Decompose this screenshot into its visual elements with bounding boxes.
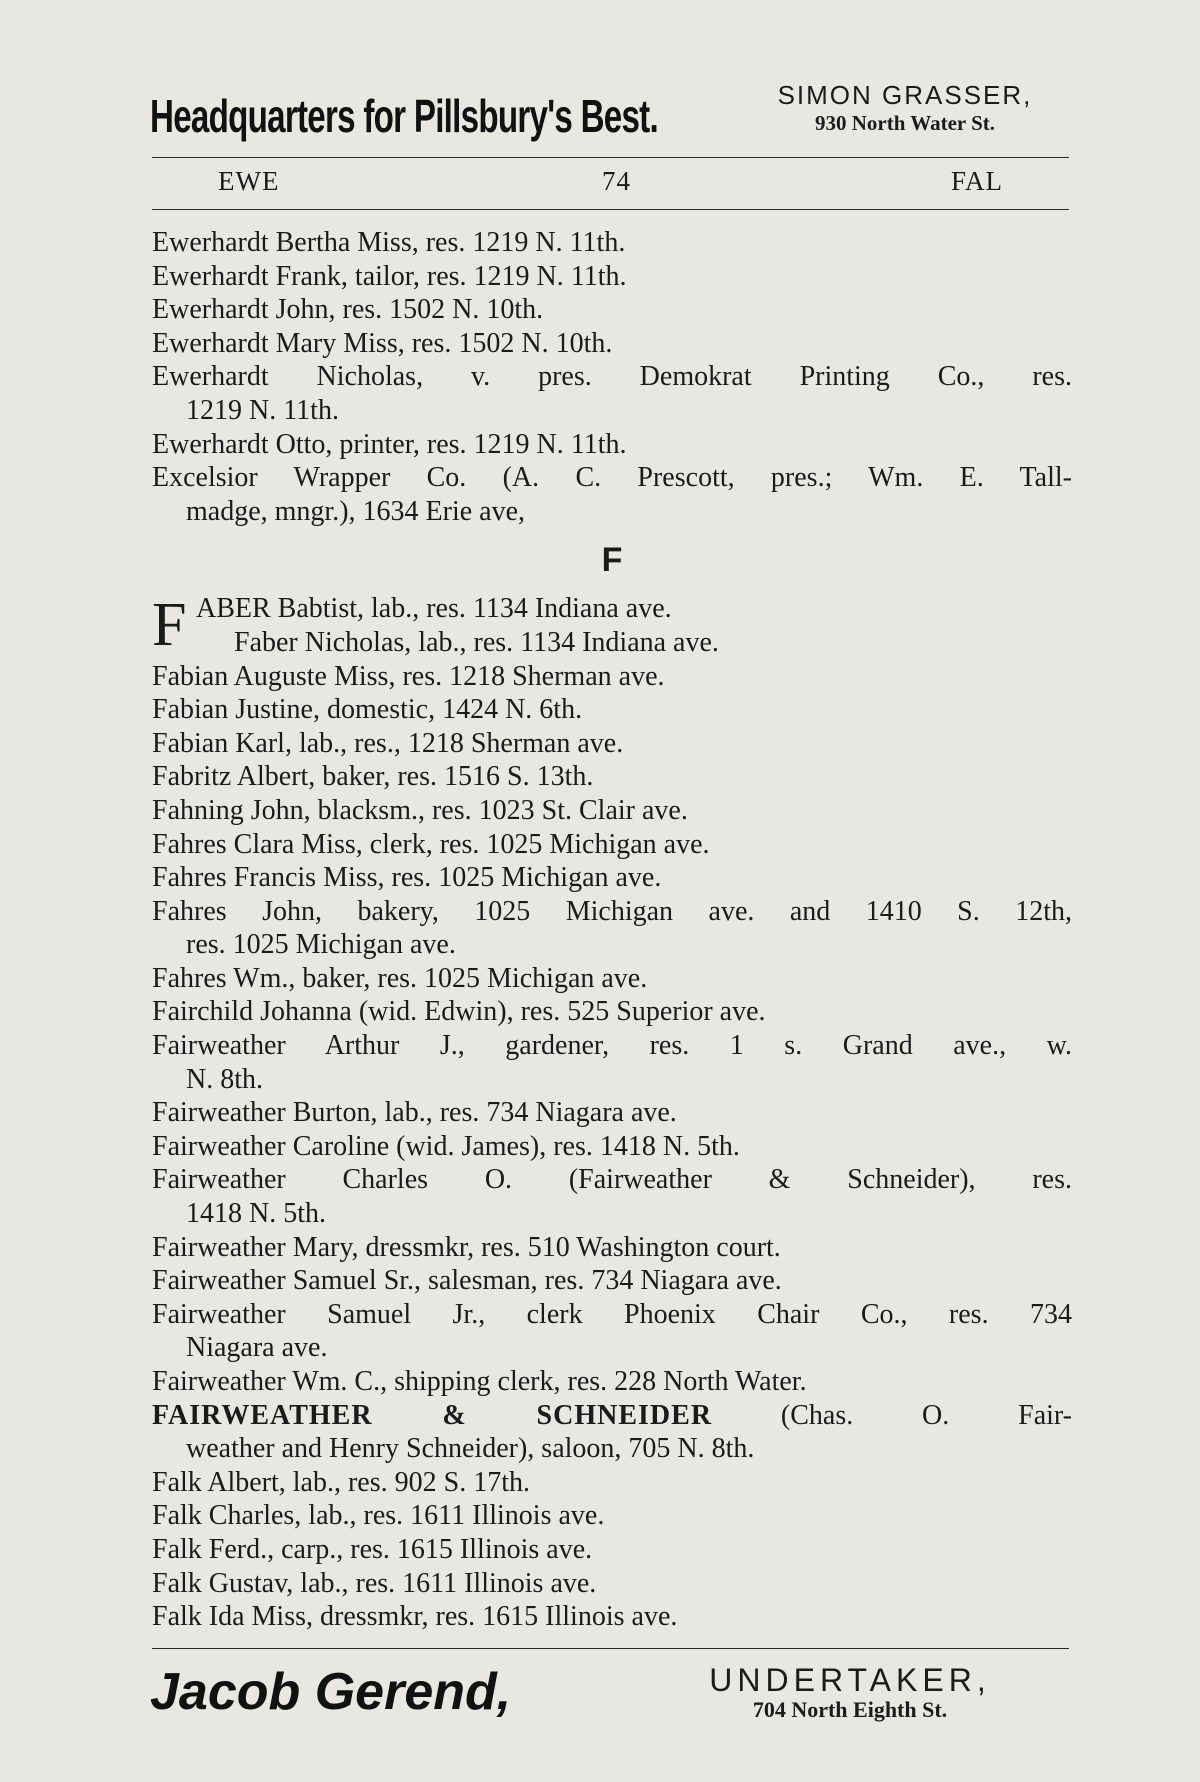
list-item-bold [152, 1399, 1072, 1433]
list-item: Fairweather Mary, dressmkr, res. 510 Washington court. [152, 1231, 781, 1263]
list-item: Fahres John, bakery, 1025 Michigan ave. and 1410 S. 12th, [152, 895, 1072, 927]
list-item: Fairweather Wm. C., shipping clerk, res. 228 North Water. [152, 1366, 807, 1397]
list-item: Falk Gustav, lab., res. 1611 Illinois ave. [152, 1567, 597, 1599]
list-item: Faber Nicholas, lab., res. 1134 Indiana ave. [234, 626, 719, 658]
page-number: 74 [602, 166, 631, 196]
list-item: Fabritz Albert, baker, res. 1516 S. 13th. [152, 761, 594, 793]
list-item-continuation: res. 1025 Michigan ave. [186, 929, 456, 961]
directory-listing [152, 226, 1072, 1634]
ad-trade [630, 1663, 1070, 1723]
list-item: Fairweather Charles O. (Fairweather & Schneider), res. [152, 1164, 1072, 1196]
bold-entry-rest: (Chas. O. Fair- [780, 1399, 1072, 1431]
list-item-continuation: 1219 N. 11th. [186, 394, 339, 426]
ad-name: Jacob Gerend, [150, 1663, 512, 1721]
ad-trade-address: 704 North Eighth St. [752, 1697, 948, 1722]
list-item: Falk Ferd., carp., res. 1615 Illinois ave. [152, 1533, 593, 1565]
ad-trade-name: UNDERTAKER, [709, 1662, 991, 1698]
ad-merchant [740, 80, 1070, 136]
list-item-continuation: 1418 N. 5th. [186, 1198, 326, 1230]
list-item: Fairchild Johanna (wid. Edwin), res. 525 Superior ave. [152, 996, 766, 1028]
list-item: ABER Babtist, lab., res. 1134 Indiana ave. [196, 593, 672, 625]
running-head [152, 166, 1069, 204]
ad-headline: Headquarters for Pillsbury's Best. [150, 90, 658, 142]
list-item: Ewerhardt Nicholas, v. pres. Demokrat Printing Co., res. [152, 361, 1072, 393]
ad-merchant-address: 930 North Water St. [814, 111, 996, 135]
list-item: Fairweather Samuel Jr., clerk Phoenix Chair Co., res. 734 [152, 1298, 1072, 1330]
list-item: Fairweather Burton, lab., res. 734 Niagara ave. [152, 1097, 677, 1129]
top-advertisement [150, 80, 1070, 152]
dropcap-entry [152, 592, 1072, 659]
top-rule [152, 157, 1069, 158]
list-item: Fairweather Arthur J., gardener, res. 1 s. Grand ave., w. [152, 1030, 1072, 1062]
list-item-continuation: madge, mngr.), 1634 Erie ave, [186, 495, 526, 527]
list-item: Fahres Wm., baker, res. 1025 Michigan ave. [152, 962, 648, 994]
list-item-continuation: N. 8th. [186, 1063, 263, 1095]
list-item: Fahning John, blacksm., res. 1023 St. Clair ave. [152, 794, 688, 826]
running-head-left: EWE [218, 166, 280, 196]
running-head-right: FAL [950, 166, 1003, 196]
list-item-continuation: Niagara ave. [186, 1332, 328, 1364]
list-item: Ewerhardt Mary Miss, res. 1502 N. 10th. [152, 327, 613, 359]
bold-entry-name: FAIRWEATHER & SCHNEIDER [152, 1399, 713, 1431]
list-item: Fahres Francis Miss, res. 1025 Michigan ave. [152, 862, 662, 894]
list-item: Fabian Justine, domestic, 1424 N. 6th. [152, 694, 583, 726]
list-item: Ewerhardt Otto, printer, res. 1219 N. 11th. [152, 428, 627, 460]
ad-merchant-name: SIMON GRASSER, [777, 80, 1033, 110]
header-rule [152, 209, 1069, 210]
list-item: Fairweather Caroline (wid. James), res. 1418 N. 5th. [152, 1130, 740, 1162]
list-item: Fahres Clara Miss, clerk, res. 1025 Michigan ave. [152, 828, 710, 860]
list-item: Fairweather Samuel Sr., salesman, res. 734 Niagara ave. [152, 1265, 782, 1297]
bottom-advertisement [150, 1655, 1070, 1735]
list-item: Fabian Auguste Miss, res. 1218 Sherman ave. [152, 660, 665, 692]
list-item: Fabian Karl, lab., res., 1218 Sherman ave. [152, 727, 624, 759]
list-item: Ewerhardt Frank, tailor, res. 1219 N. 11th. [152, 260, 627, 292]
section-letter: F [601, 541, 623, 580]
list-item-continuation: weather and Henry Schneider), saloon, 705 N. 8th. [186, 1433, 755, 1465]
list-item: Ewerhardt John, res. 1502 N. 10th. [152, 294, 544, 326]
list-item: Ewerhardt Bertha Miss, res. 1219 N. 11th. [152, 227, 626, 258]
list-item: Falk Ida Miss, dressmkr, res. 1615 Illinois ave. [152, 1601, 678, 1633]
list-item: Excelsior Wrapper Co. (A. C. Prescott, pres.; Wm. E. Tall- [152, 462, 1072, 494]
dropcap: F [152, 591, 187, 660]
list-item: Falk Charles, lab., res. 1611 Illinois ave. [152, 1500, 605, 1532]
list-item: Falk Albert, lab., res. 902 S. 17th. [152, 1466, 530, 1498]
bottom-rule [152, 1648, 1069, 1649]
